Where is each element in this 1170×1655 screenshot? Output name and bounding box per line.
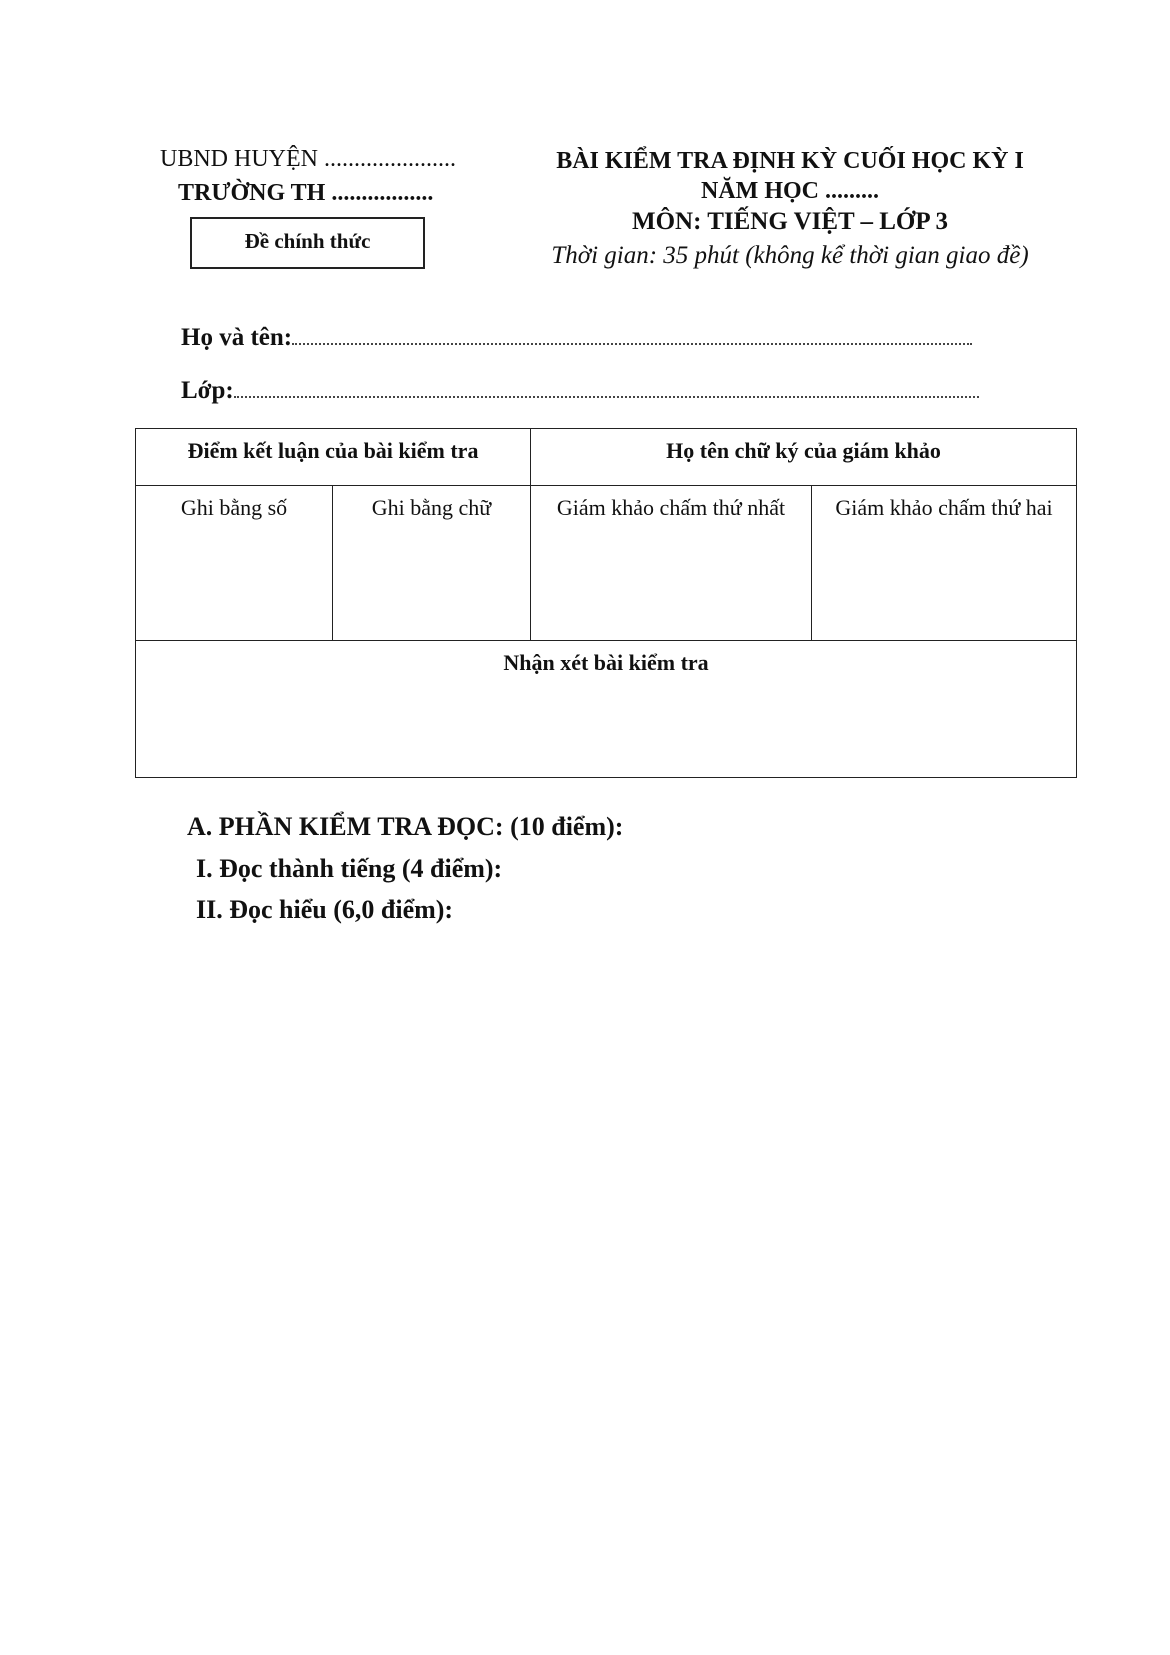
district-line: UBND HUYỆN ...................... <box>160 146 456 172</box>
student-name-row <box>181 324 972 352</box>
student-class-row <box>181 377 979 405</box>
school-year: NĂM HỌC ......... <box>701 178 879 204</box>
official-exam-badge: Đề chính thức <box>190 217 425 269</box>
second-examiner-cell[interactable]: Giám khảo chấm thứ hai <box>812 486 1077 641</box>
final-score-header: Điểm kết luận của bài kiểm tra <box>136 429 531 486</box>
student-class-label: Lớp: <box>181 377 234 404</box>
student-class-blank[interactable] <box>234 396 979 398</box>
examiner-signature-header: Họ tên chữ ký của giám khảo <box>531 429 1077 486</box>
section-a-heading: A. PHẦN KIỂM TRA ĐỌC: (10 điểm): <box>187 812 624 841</box>
section-i-heading: I. Đọc thành tiếng (4 điểm): <box>196 854 503 883</box>
score-in-number-cell[interactable]: Ghi bằng số <box>136 486 333 641</box>
exam-title: BÀI KIỂM TRA ĐỊNH KỲ CUỐI HỌC KỲ I <box>556 148 1024 174</box>
test-comment-cell[interactable]: Nhận xét bài kiểm tra <box>136 641 1077 778</box>
first-examiner-cell[interactable]: Giám khảo chấm thứ nhất <box>531 486 812 641</box>
section-ii-heading: II. Đọc hiểu (6,0 điểm): <box>196 895 454 924</box>
score-table <box>135 428 1077 778</box>
school-line: TRƯỜNG TH ................. <box>178 180 434 206</box>
exam-title-block <box>520 146 1060 274</box>
score-in-words-cell[interactable]: Ghi bằng chữ <box>333 486 531 641</box>
student-name-label: Họ và tên: <box>181 324 293 351</box>
time-limit: Thời gian: 35 phút (không kể thời gian giao đề) <box>551 242 1029 269</box>
student-name-blank[interactable] <box>292 343 972 345</box>
subject-line: MÔN: TIẾNG VIỆT – LỚP 3 <box>631 208 949 235</box>
